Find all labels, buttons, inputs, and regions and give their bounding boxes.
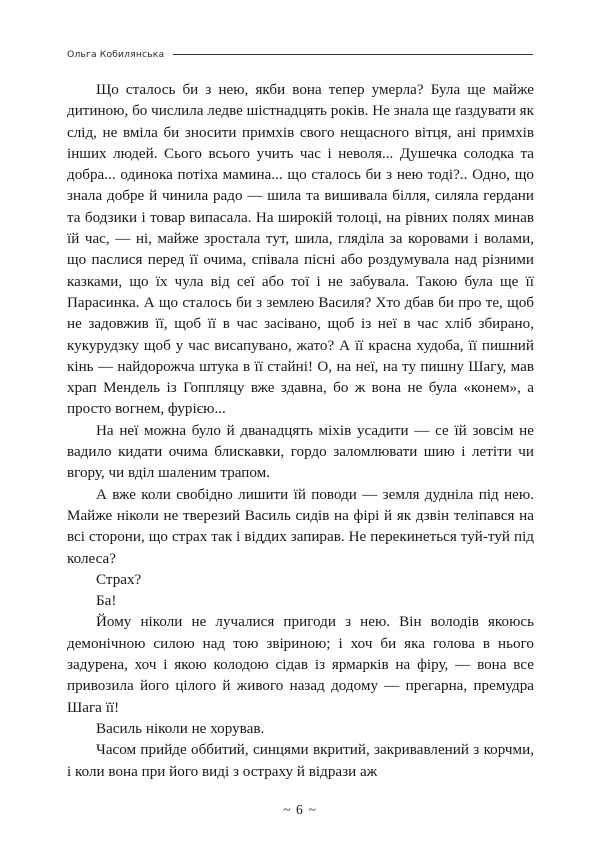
paragraph: Василь ніколи не хорував. bbox=[96, 720, 265, 737]
paragraph: На неї можна було й дванадцять міхів усадити — се їй зовсім не вадило кидати очима блискавки, гордо заломлювати шию і летіти чи вгору, чи вділ шаленим трапом. bbox=[67, 422, 534, 482]
paragraph: Страх? bbox=[96, 571, 142, 588]
page-number: ~ 6 ~ bbox=[283, 802, 317, 817]
paragraph: Що сталось би з нею, якби вона тепер умерла? Була ще майже дитиною, бо числила ледве шістнадцять років. Не знала ще ґаздувати як слід, не вміла би зносити примхів свого нещасного вітця, ані примхів інших людей. Сього всього учить час і неволя... Душечка солодка та добра... одинока потіха мамина... що сталось би з нею тоді?.. Одно, що знала добре й чинила радо — шила та вишивала білля, силяла гердани та бодзики і товар випасала. На широкій толоці, на рівних полях минав їй час, — ні, майже зростала тут, шила, гляділа за коровами і волами, що паслися перед її очима, співала пісні або роздумувала над різними казками, що їх чула від сеї або тої і не забувала. Такою була ще її Парасинка. А що сталось би з землею Василя? Хто дбав би про те, щоб не задовжив її, щоб її в час засівано, щоб із неї в час хліб збирано, кукурудзку щоб у час висапувано, жато? А її красна худоба, її пишний кінь — найдорожча штука в її стайні! О, на неї, на ту пишну Шагу, мав храп Мендель із Гоппляцу вже здавна, бо ж вона не була «конем», а просто вогнем, фурією... bbox=[67, 82, 534, 418]
paragraph: Ба! bbox=[96, 593, 117, 610]
body-text-block bbox=[67, 80, 534, 783]
paragraph: Часом прийде оббитий, синцями вкритий, закривавлений з корчми, і коли вона при його виді з остраху й відрази аж bbox=[67, 742, 534, 780]
running-header-author: Ольга Кобилянська bbox=[67, 49, 165, 60]
paragraph: А вже коли свобідно лишити їй поводи — земля дудніла під нею. Майже ніколи не тверезий Василь сидів на фірі й як дзвін теліпався на всі сторони, що страх так і віддих запирав. Не перекинеться туй-туй під колеса? bbox=[67, 486, 534, 567]
running-header bbox=[67, 50, 533, 59]
paragraph: Йому ніколи не лучалися пригоди з нею. Він володів якоюсь демонічною силою над тою звіриною; і хоч би яка голова в нього задурена, хоч і якою колодою сідав із ярмарків на фіру, — вона все привозила його цілого й живого назад додому — прегарна, премудра Шага її! bbox=[67, 614, 534, 716]
running-header-rule bbox=[173, 54, 533, 55]
